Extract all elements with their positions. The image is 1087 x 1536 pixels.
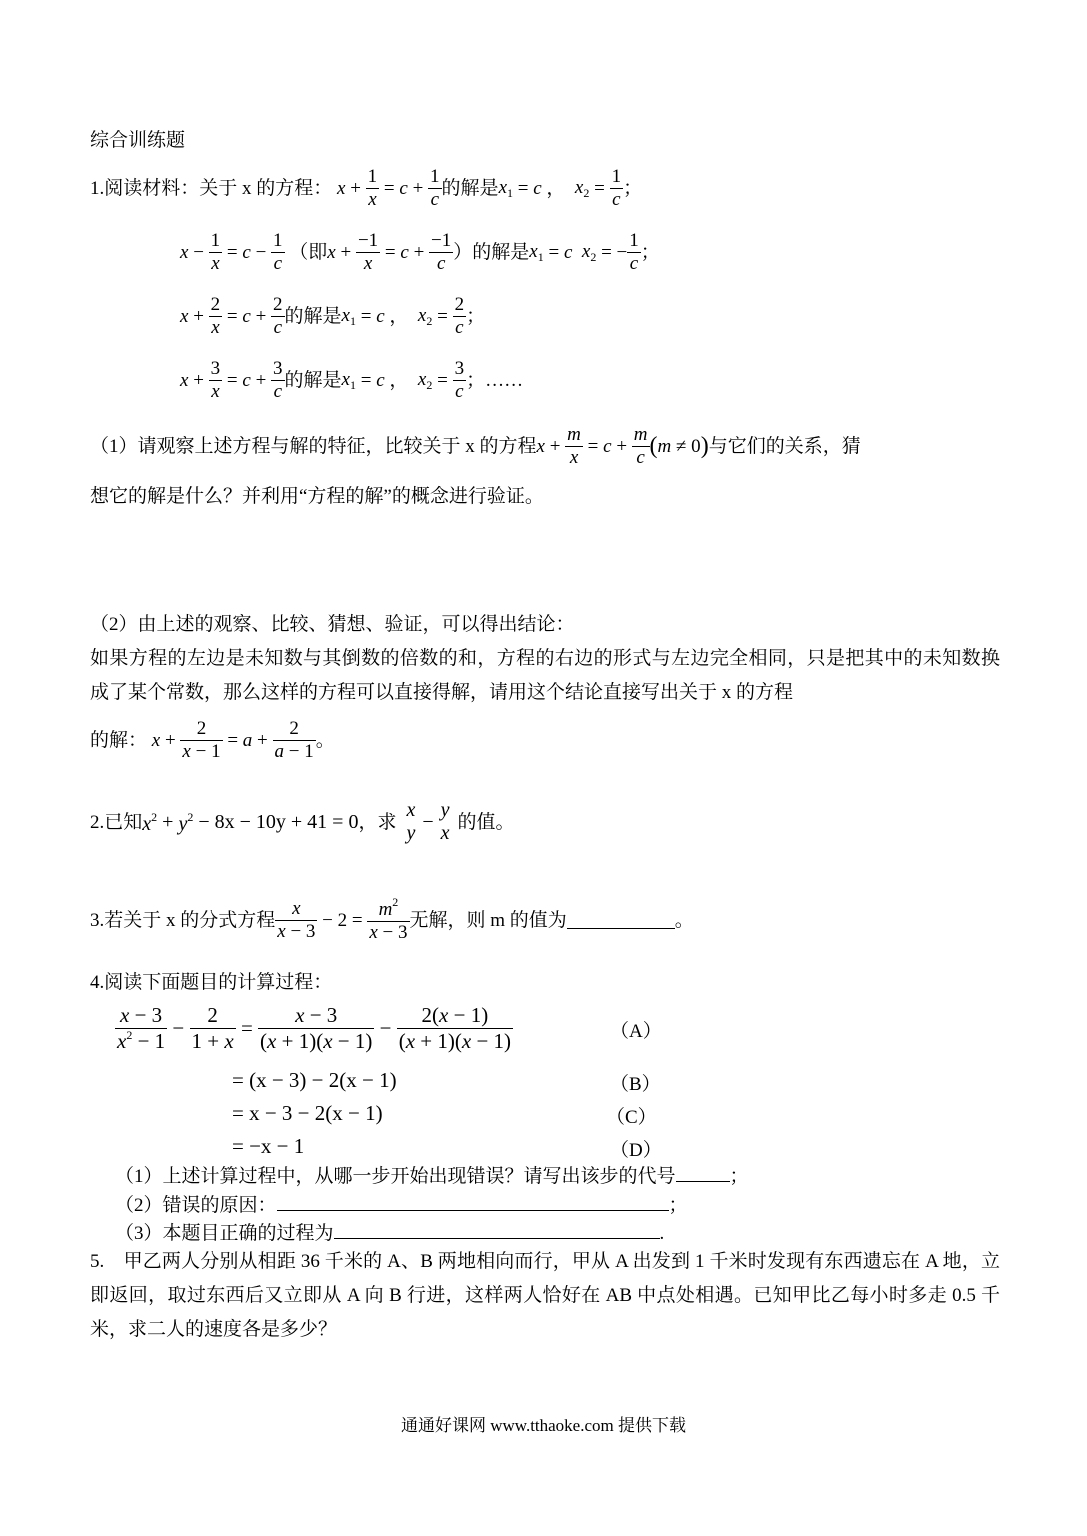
q1-sol-word-1: 的解是 (441, 177, 499, 199)
q4-sub1 (115, 1165, 749, 1186)
q4-sub3-blank[interactable] (334, 1222, 660, 1239)
separator: ， (389, 305, 409, 327)
q4-step-c: = x − 3 − 2(x − 1) (232, 1101, 383, 1125)
q1-intro: 1.阅读材料：关于 x 的方程： (90, 177, 333, 199)
q4-sub1-blank[interactable] (676, 1165, 730, 1182)
q3-line: 3.若关于 x 的分式方程 $\frac{x}{x - 3}$ − 2 = $\frac{m^2}{x - 3}$ 无解，则 m 的值为 。 (90, 895, 694, 943)
q3-answer-blank[interactable] (567, 912, 675, 929)
semicolon: ； (466, 305, 486, 327)
q3-suffix: 无解，则 m 的值为 (409, 909, 567, 931)
q2-line: 2.已知 $x^2$ + $y^2$ − 8x − 10y + 41 = 0 ，求 x y − y x 的值。 (90, 799, 515, 844)
q4-step-d: = −x − 1 (232, 1134, 305, 1158)
page-heading: 综合训练题 (90, 130, 186, 151)
semicolon: ； (668, 1195, 688, 1216)
q1-part2-paragraph: 如果方程的左边是未知数与其倒数的倍数的和，方程的右边的形式与左边完全相同，只是把其中的未知数换成了某个常数，那么这样的方程可以直接得解，请用这个结论直接写出关于 x 的方程 (90, 648, 1000, 703)
q1-sol-word-3: 的解是 (284, 305, 342, 327)
q4-sub3 (115, 1222, 664, 1243)
step-label-a: （A） (610, 1021, 662, 1042)
semicolon: ； (729, 1166, 749, 1187)
q1-part1-text-a: （1）请观察上述方程与解的特征，比较关于 x 的方程 (90, 435, 537, 457)
q4-step-a: $\frac{x - 3}{x^2 - 1}$ − $\frac{2}{1 + x}$ = $\frac{x - 3}{(x + 1)(x - 1)}$ − $\frac{2(x - 1)}{(x + 1)(x - 1)}$ (117, 1003, 512, 1053)
q3-prefix: 3.若关于 x 的分式方程 (90, 909, 276, 931)
q4-sub2-blank[interactable] (277, 1194, 669, 1211)
separator: ， (546, 177, 566, 199)
q1-part1-line2: 想它的解是什么？并利用“方程的解”的概念进行验证。 (90, 486, 544, 507)
q5-paragraph: 5. 甲乙两人分别从相距 36 千米的 A、B 两地相向而行，甲从 A 出发到 1 千米时发现有东西遗忘在 A 地，立即返回，取过东西后又立即从 A 向 B 行进，这样两人恰好在 AB 中点处相遇。已知甲比乙每小时多走 0.5 千米，求二人的速度各是多少？ (90, 1251, 1000, 1340)
q1-line-3: x + $\frac{2}{x}$ = c + $\frac{2}{c}$ 的解是 $x_1$ = c ， $x_2$ = $\frac{2}{c}$ ； (180, 293, 486, 338)
ellipsis: ；…… (466, 369, 524, 391)
separator: ， (389, 369, 409, 391)
q1-sol-word-2: 的解是 (472, 241, 530, 263)
page-footer: 通通好课网 www.tthaoke.com 提供下载 (400, 1416, 687, 1435)
q1-part2-line1: （2）由上述的观察、比较、猜想、验证，可以得出结论： (90, 614, 575, 635)
q1-sol-word-4: 的解是 (284, 369, 342, 391)
period: 。 (315, 729, 335, 751)
period: . (659, 1223, 665, 1244)
q1-part1-text-b: 与它们的关系，猜 (708, 435, 861, 457)
q1-part2-text-c: 的解： (90, 729, 148, 751)
q1-part2-line3: 的解： x + $\frac{2}{x - 1}$ = a + $\frac{2}{a - 1}$ 。 (90, 717, 335, 762)
q2-prefix: 2.已知 (90, 811, 143, 833)
q1-part1-line1: （1）请观察上述方程与解的特征，比较关于 x 的方程 x + $\frac{m}{x}$ = c + $\frac{m}{c}$ ( m ≠ 0 ) 与它们的关系，猜 (90, 423, 861, 468)
step-label-c: （C） (606, 1107, 657, 1128)
q1-line-4: x + $\frac{3}{x}$ = c + $\frac{3}{c}$ 的解是 $x_1$ = c ， $x_2$ = $\frac{3}{c}$ ；…… (180, 357, 524, 402)
q2-suffix: 的值。 (457, 811, 515, 833)
paren-open: （即 (289, 241, 328, 263)
q1-line-1: 1.阅读材料：关于 x 的方程： x + $\frac{1}{x}$ = c + $\frac{1}{c}$ 的解是 $x_1$ = c ， $x_2$ = $\frac{1}{c}$ ； (90, 165, 643, 210)
q4-sub2-text: （2）错误的原因： (115, 1195, 277, 1216)
step-label-b: （B） (610, 1074, 661, 1095)
q2-mid: ，求 (358, 811, 397, 833)
period: 。 (674, 909, 694, 931)
semicolon: ； (640, 241, 660, 263)
q4-sub1-text: （1）上述计算过程中，从哪一步开始出现错误？请写出该步的代号 (115, 1166, 676, 1187)
q4-sub3-text: （3）本题目正确的过程为 (115, 1223, 334, 1244)
q4-sub2 (115, 1194, 688, 1215)
q1-line-2: x − $\frac{1}{x}$ = c − $\frac{1}{c}$ （即 x + $\frac{-1}{x}$ = c + $\frac{-1}{c}$ ） 的解是 $x_1$ = c $x_2$ = − $\frac{1}{c}$ ； (180, 229, 660, 274)
step-label-d: （D） (610, 1140, 662, 1161)
q2-equation: − 8x − 10y + 41 = 0 (198, 811, 359, 833)
semicolon: ； (623, 177, 643, 199)
q4-step-b: = (x − 3) − 2(x − 1) (232, 1068, 397, 1092)
q4-intro: 4.阅读下面题目的计算过程： (90, 972, 333, 993)
paren-close: ） (453, 241, 473, 263)
